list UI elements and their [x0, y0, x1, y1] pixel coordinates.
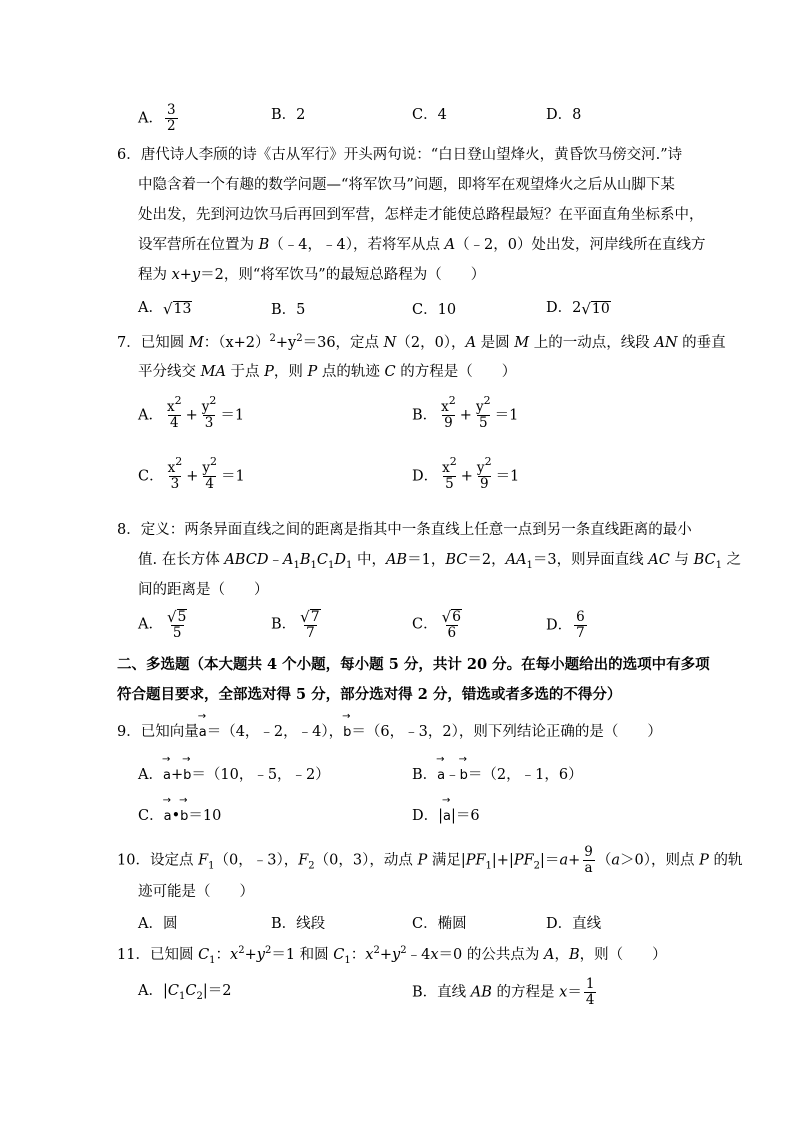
q5-option-d[interactable]: D．8: [546, 107, 582, 123]
q7-option-a[interactable]: A． $\frac{x^2}{4}$ + $\frac{y^2}{3}$ ＝1: [138, 394, 245, 431]
q8-option-c[interactable]: C． √ 6 6: [412, 608, 462, 641]
q5-option-c[interactable]: C．4: [412, 107, 447, 123]
q10-stem-line: 10．设定点 $F_1(0$，﹣3），$F_2(0$，3），动点 P 满足$|PF_1|+|PF_2|=a+$ $\frac{9}{a}$ （a＞0），则点 P 的轨: [117, 844, 743, 876]
q8-option-a[interactable]: A． √ 5 5: [138, 608, 187, 641]
sqrt: √ 13: [162, 299, 192, 318]
q8-stem-line: 值. 在长方体 $ABCD﹣A_1B_1C_1D_1$ 中，AB＝1，BC＝2，$AA_1=3$，则异面直线 AC 与 $BC_1$ 之: [138, 552, 742, 571]
q9-option-b[interactable]: B．→ a﹣→ b＝（2，﹣1，6）: [412, 765, 583, 786]
q9-option-d[interactable]: D．|→ a|＝6: [412, 806, 480, 827]
q8-stem-line: 间的距离是（ ）: [138, 582, 269, 598]
fraction: $\frac{3}{2}$: [166, 102, 176, 134]
q6-option-b[interactable]: B．5: [271, 302, 306, 318]
q6-stem-line: 6．唐代诗人李颀的诗《古从军行》开头两句说：“白日登山望烽火，黄昏饮马傍交河.”诗: [117, 147, 683, 163]
q6-option-c[interactable]: C．10: [412, 302, 457, 318]
section-heading: 符合题目要求，全部选对得 5 分，部分选对得 2 分，错选或者多选的不得分）: [117, 686, 622, 703]
q6-option-d[interactable]: D．2 √ 10: [546, 299, 610, 318]
q7-option-c[interactable]: C． $\frac{x^2}{3}$ + $\frac{y^2}{4}$ ＝1: [138, 455, 245, 492]
q5-option-a[interactable]: A． $\frac{3}{2}$: [138, 102, 176, 134]
q8-stem-line: 8．定义：两条异面直线之间的距离是指其中一条直线上任意一点到另一条直线距离的最小: [117, 522, 692, 538]
q9-option-a[interactable]: A．→ a+→ b＝（10，﹣5，﹣2）: [138, 765, 330, 786]
q6-stem-line: 程为 x+y＝2，则“将军饮马”的最短总路程为（ ）: [138, 267, 486, 283]
q6-option-a[interactable]: A． √ 13: [138, 299, 192, 318]
q6-stem-line: 处出发，先到河边饮马后再回到军营，怎样走才能使总路程最短？在平面直角坐标系中，: [138, 207, 704, 223]
q6-stem-line: 中隐含着一个有趣的数学问题—“将军饮马”问题，即将军在观望烽火之后从山脚下某: [138, 177, 675, 193]
q7-option-d[interactable]: D． $\frac{x^2}{5}$ + $\frac{y^2}{9}$ ＝1: [412, 455, 520, 492]
q11-option-b[interactable]: B．直线 AB 的方程是 x＝ $\frac{1}{4}$: [412, 976, 595, 1008]
q8-option-d[interactable]: D． $\frac{6}{7}$: [546, 609, 585, 641]
q9-option-c[interactable]: C．→ a•→ b＝10: [138, 806, 221, 827]
q10-option-c[interactable]: C．椭圆: [412, 916, 467, 932]
q10-option-a[interactable]: A．圆: [138, 916, 178, 932]
q11-option-a[interactable]: A．$|C_1C_2|=2$: [138, 983, 232, 1002]
q8-option-b[interactable]: B． √ 7 7: [271, 608, 320, 641]
q6-stem-line: 设军营所在位置为 B（﹣4，﹣4），若将军从点 A（﹣2，0）处出发，河岸线所在直线方: [138, 237, 706, 253]
sqrt: √ 10: [581, 299, 610, 318]
section-heading: 二、多选题（本大题共 4 个小题，每小题 5 分，共计 20 分。在每小题给出的选项中有多项: [117, 656, 710, 673]
q7-stem-line: 平分线交 MA 于点 P，则 P 点的轨迹 C 的方程是（ ）: [138, 364, 517, 380]
q11-stem-line: 11．已知圆 $C_1$：$x^2+y^2=1$ 和圆 $C_1$：$x^2+y^2﹣4x=0$ 的公共点为 A，B，则（ ）: [117, 945, 667, 966]
q10-option-d[interactable]: D．直线: [546, 916, 602, 932]
q10-stem-line: 迹可能是（ ）: [138, 884, 254, 900]
q9-stem-line: 9．已知向量→ a＝（4，﹣2，﹣4），→ b＝（6，﹣3，2），则下列结论正确的是（ ）: [117, 722, 662, 743]
q5-option-b[interactable]: B．2: [271, 107, 306, 123]
q7-option-b[interactable]: B． $\frac{x^2}{9}$ + $\frac{y^2}{5}$ ＝1: [412, 394, 519, 431]
q7-stem-line: 7．已知圆 M：$(x+2)^2+y^2=36$，定点 N（2，0），A 是圆 M 上的一动点，线段 AN 的垂直: [117, 333, 726, 351]
q10-option-b[interactable]: B．线段: [271, 916, 326, 932]
